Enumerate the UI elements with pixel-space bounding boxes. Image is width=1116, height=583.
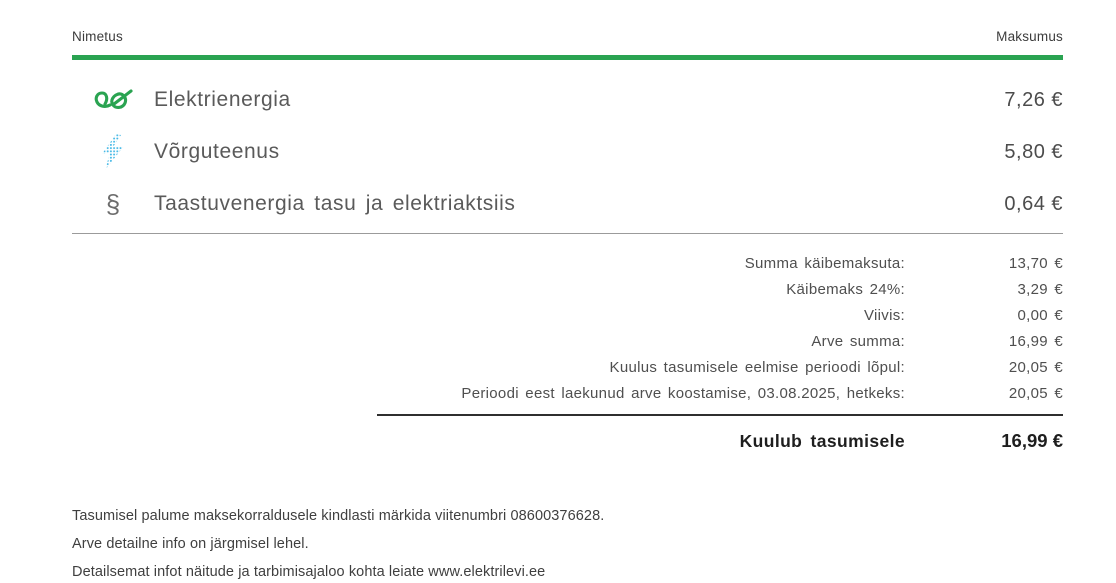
line-item-amount: 7,26 € — [1004, 88, 1063, 111]
table-row — [72, 74, 1063, 126]
table-header — [72, 20, 1063, 44]
footer-note-details-next-page: Arve detailne info on järgmisel lehel. — [72, 536, 309, 552]
summary-row — [72, 276, 1063, 302]
summary-amount: 3,29 € — [1017, 280, 1063, 298]
line-item-label: Elektrienergia — [154, 88, 291, 111]
summary-label: Viivis: — [864, 306, 905, 324]
table-row — [72, 126, 1063, 178]
total-row — [72, 426, 1063, 456]
line-item-amount: 0,64 € — [1004, 192, 1063, 215]
section-sign-icon: § — [105, 188, 121, 219]
summary-row — [72, 354, 1063, 380]
column-header-name: Nimetus — [72, 29, 123, 44]
footer-note-reference-number: Tasumisel palume maksekorraldusele kindlasti märkida viitenumbri 08600376628. — [72, 508, 605, 524]
electricity-energy-logo-icon — [90, 85, 136, 115]
summary-amount: 16,99 € — [1008, 332, 1063, 350]
total-divider — [377, 414, 1063, 416]
summary-row — [72, 328, 1063, 354]
summary-row — [72, 302, 1063, 328]
column-header-amount: Maksumus — [996, 29, 1063, 44]
summary-label: Perioodi eest laekunud arve koostamise, 03.08.2025, hetkeks: — [461, 384, 905, 402]
summary-amount: 20,05 € — [1008, 358, 1063, 376]
line-item-amount: 5,80 € — [1004, 140, 1063, 163]
total-amount: 16,99 € — [1001, 430, 1063, 451]
footer-notes — [72, 502, 1063, 583]
summary-amount: 0,00 € — [1017, 306, 1063, 324]
summary-label: Summa käibemaksuta: — [744, 254, 905, 272]
total-label: Kuulub tasumisele — [739, 430, 905, 451]
line-items — [72, 60, 1063, 230]
summary-row — [72, 380, 1063, 406]
line-item-label: Võrguteenus — [154, 140, 280, 163]
items-summary-divider — [72, 233, 1063, 234]
table-row — [72, 178, 1063, 230]
line-item-label: Taastuvenergia tasu ja elektriaktsiis — [154, 192, 516, 215]
summary-label: Kuulus tasumisele eelmise perioodi lõpul: — [609, 358, 905, 376]
summary-row — [72, 250, 1063, 276]
footer-note-website: Detailsemat infot näitude ja tarbimisajaloo kohta leiate www.elektrilevi.ee — [72, 564, 546, 580]
summary-label: Arve summa: — [811, 332, 905, 350]
summary-label: Käibemaks 24%: — [786, 280, 905, 298]
summary-section — [72, 250, 1063, 456]
summary-amount: 20,05 € — [1008, 384, 1063, 402]
summary-amount: 13,70 € — [1008, 254, 1063, 272]
lightning-bolt-icon — [90, 134, 136, 170]
